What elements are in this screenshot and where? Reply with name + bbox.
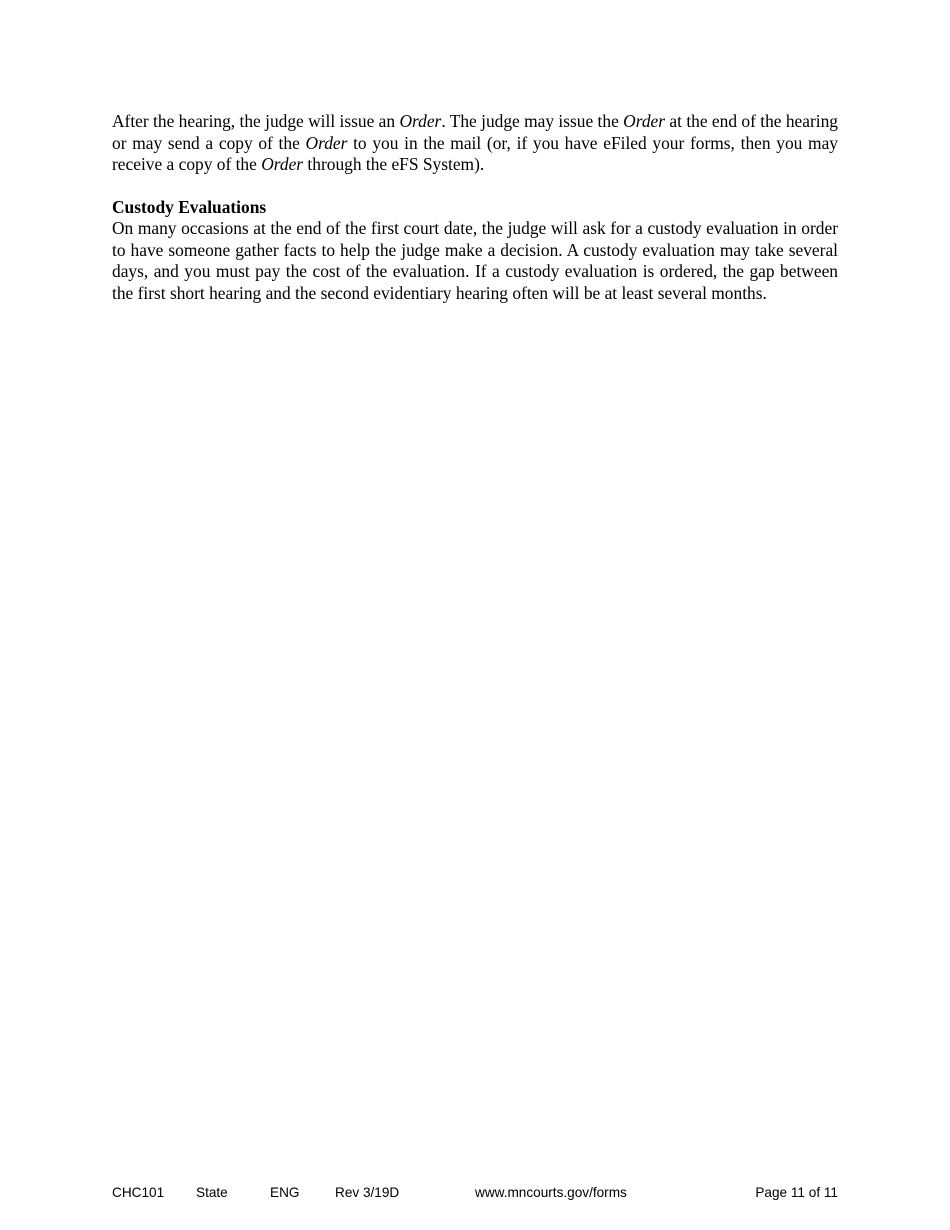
revision-label: Rev 3/19D [335, 1185, 400, 1200]
forms-url: www.mncourts.gov/forms [475, 1185, 627, 1200]
paragraph-spacer [112, 176, 838, 197]
text-run: . The judge may issue the [441, 111, 624, 131]
form-code: CHC101 [112, 1185, 165, 1200]
text-run: After the hearing, the judge will issue an [112, 111, 400, 131]
text-run: to you in the mail (or, if you have eFiled your forms, then you may receive a copy of the [112, 132, 838, 174]
section-heading: Custody Evaluations [112, 196, 267, 217]
language-label: ENG [270, 1185, 300, 1200]
text-run: at the end of the hearing or may send a copy of the [112, 111, 838, 153]
text-run: through the eFS System). [303, 154, 485, 174]
jurisdiction-label: State [196, 1185, 228, 1200]
custody-evaluation-paragraph: On many occasions at the end of the first court date, the judge will ask for a custody evaluation in order to have someone gather facts to help the judge make a decision. A custody evaluation may take several days, and you must pay the cost of the evaluation. If a custody evaluation is ordered, the gap between the first short hearing and the second evidentiary hearing often will be at least several months. [112, 218, 838, 303]
order-term: Order [261, 154, 304, 174]
order-term: Order [305, 132, 348, 153]
page-footer [112, 1185, 838, 1203]
order-paragraph [112, 111, 838, 176]
page-number: Page 11 of 11 [755, 1185, 838, 1200]
order-term: Order [399, 111, 442, 131]
page-content [112, 111, 838, 304]
order-term: Order [623, 111, 666, 131]
